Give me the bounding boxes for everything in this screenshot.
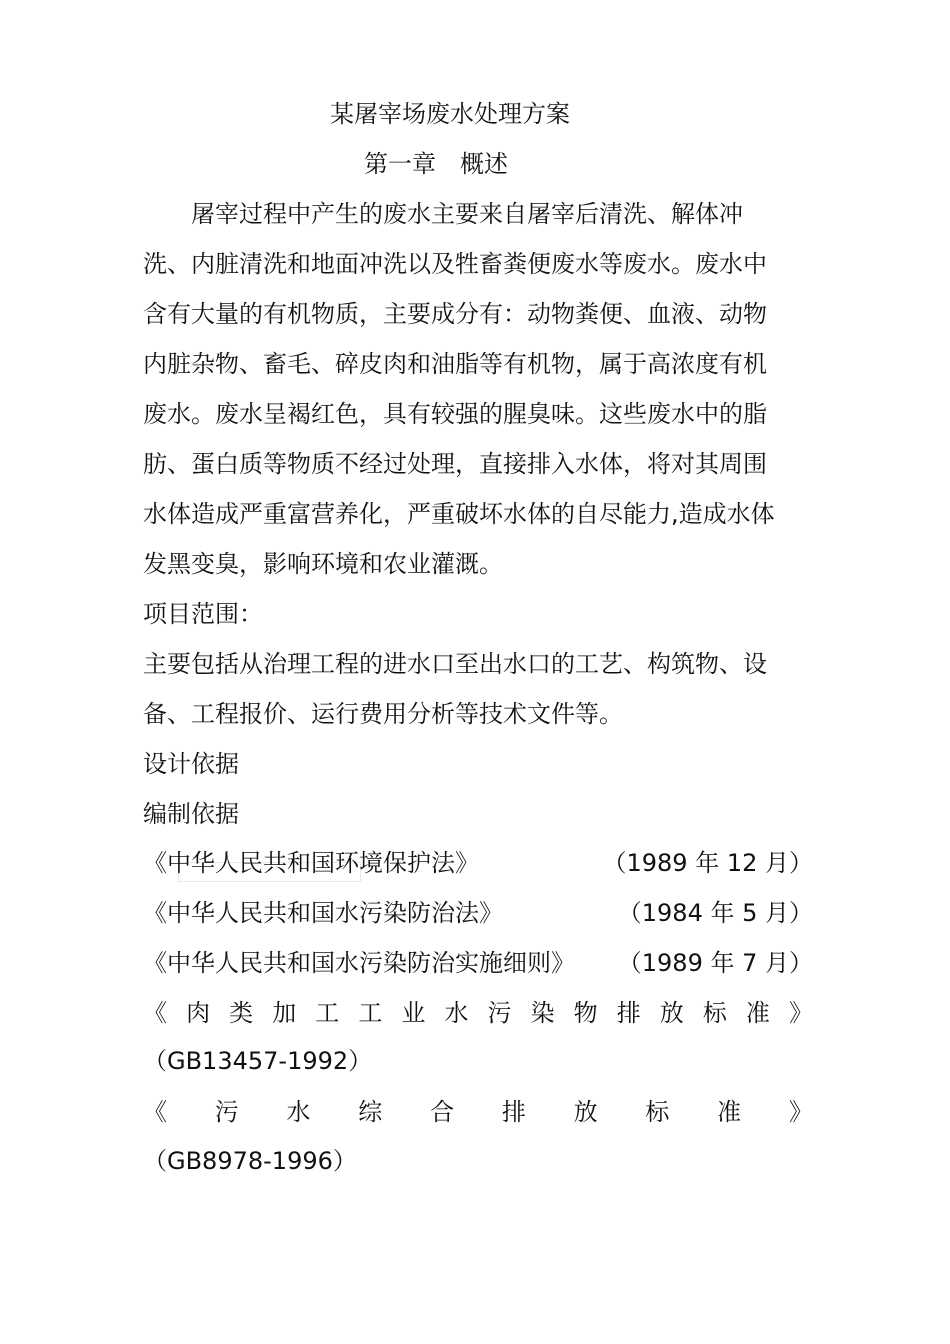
standard-1-char: 物 [573, 999, 598, 1027]
scope-heading: 项目范围： [143, 600, 263, 628]
standard-1-char: 业 [401, 999, 426, 1027]
standard-2-char: 综 [358, 1098, 383, 1126]
reference-row [143, 948, 813, 978]
overview-line-1: 屠宰过程中产生的废水主要来自屠宰后清洗、解体冲 [143, 200, 743, 228]
standard-2-char: 准 [717, 1098, 742, 1126]
design-basis-heading: 设计依据 [143, 750, 239, 778]
overview-line-2: 洗、内脏清洗和地面冲洗以及牲畜粪便废水等废水。废水中 [143, 250, 767, 278]
overview-line-4: 内脏杂物、畜毛、碎皮肉和油脂等有机物，属于高浓度有机 [143, 350, 767, 378]
standard-1-char: 肉 [186, 999, 211, 1027]
standard-1-char: 工 [315, 999, 340, 1027]
overview-line-7: 水体造成严重富营养化，严重破坏水体的自尽能力,造成水体 [143, 500, 775, 528]
standard-1-char: 加 [272, 999, 297, 1027]
reference-date: （1989 年 12 月） [602, 849, 813, 877]
reference-name: 《中华人民共和国环境保护法》 [143, 849, 479, 877]
standard-2-name [143, 1097, 813, 1127]
standard-2-char: 水 [286, 1098, 311, 1126]
reference-row [143, 848, 813, 878]
standard-1-char: 类 [229, 999, 254, 1027]
standard-1-char: 》 [788, 999, 813, 1027]
reference-name: 《中华人民共和国水污染防治法》 [143, 899, 503, 927]
standard-2-char: 合 [430, 1098, 455, 1126]
overview-line-3: 含有大量的有机物质，主要成分有：动物粪便、血液、动物 [143, 300, 767, 328]
standard-2-char: 标 [645, 1098, 670, 1126]
standard-1-char: 污 [487, 999, 512, 1027]
reference-row [143, 898, 813, 928]
compile-basis-heading: 编制依据 [143, 800, 239, 828]
standard-1-name [143, 998, 813, 1028]
standard-1-char: 标 [702, 999, 727, 1027]
chapter-heading: 第一章 概述 [364, 150, 508, 178]
overview-line-8: 发黑变臭，影响环境和农业灌溉。 [143, 550, 503, 578]
standard-1-char: 水 [444, 999, 469, 1027]
standard-1-char: 排 [616, 999, 641, 1027]
overview-line-6: 肪、蛋白质等物质不经过处理，直接排入水体，将对其周围 [143, 450, 767, 478]
standard-2-char: 排 [501, 1098, 526, 1126]
document-title: 某屠宰场废水处理方案 [330, 100, 570, 128]
standard-1-code: （GB13457-1992） [143, 1047, 373, 1075]
scope-line-2: 备、工程报价、运行费用分析等技术文件等。 [143, 700, 623, 728]
standard-2-char: 《 [143, 1098, 167, 1126]
scope-line-1: 主要包括从治理工程的进水口至出水口的工艺、构筑物、设 [143, 650, 767, 678]
overview-line-5: 废水。废水呈褐红色，具有较强的腥臭味。这些废水中的脂 [143, 400, 767, 428]
reference-date: （1984 年 5 月） [617, 899, 813, 927]
reference-date: （1989 年 7 月） [617, 949, 813, 977]
standard-2-char: 放 [573, 1098, 598, 1126]
standard-1-char: 工 [358, 999, 383, 1027]
standard-2-char: 污 [214, 1098, 239, 1126]
reference-name: 《中华人民共和国水污染防治实施细则》 [143, 949, 575, 977]
standard-2-char: 》 [788, 1098, 813, 1126]
standard-1-char: 《 [143, 999, 167, 1027]
standard-1-char: 准 [745, 999, 770, 1027]
standard-1-char: 放 [659, 999, 684, 1027]
standard-2-code: （GB8978-1996） [143, 1147, 357, 1175]
standard-1-char: 染 [530, 999, 555, 1027]
